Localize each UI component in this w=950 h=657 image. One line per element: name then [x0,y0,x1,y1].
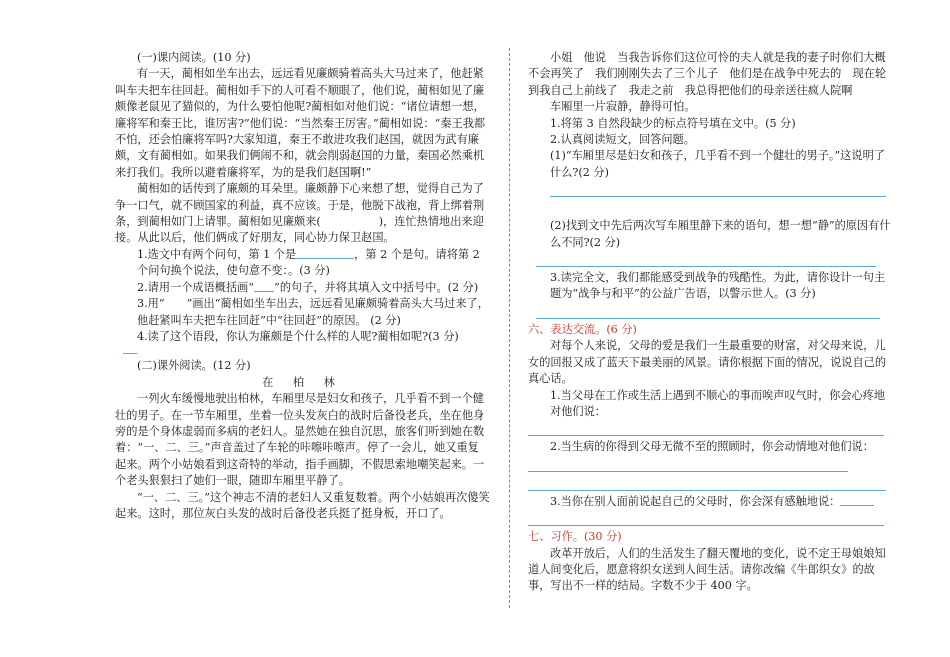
passage-paragraph-2: 蔺相如的话传到了廉颇的耳朵里。廉颇静下心来想了想，觉得自己为了争一口气，就不顾国家的利益，真不应该。于是，他脱下战袍，背上绑着荆条，到蔺相如门上请罪。蔺相如见廉颇来( )，连忙热情地出来迎接。从此以后，他们俩成了好朋友，同心协力保卫赵国。 [115,182,485,245]
answer-line[interactable] [528,420,884,436]
answer-line[interactable] [528,456,848,472]
story-paragraph-4: 车厢里一片寂静，静得可怕。 [550,100,696,114]
answer-line[interactable] [536,251,876,267]
section-2-title: (二)课外阅读。(12 分) [137,359,251,373]
question-r2-1: (1)“车厢里尽是妇女和孩子，几乎看不到一个健壮的男子。”这说明了什么?(2 分) [550,149,885,179]
story-paragraph-3: 小姐 他说 当我告诉你们这位可怜的夫人就是我的妻子时你们大概不会再笑了 我们刚刚失去了三个儿子 他们是在战争中死去的 现在轮到我自己上前线了 我走之前 我总得把他们的母亲送往疯人院啊 [528,51,887,97]
question-r2: 2.认真阅读短文，回答问题。 [550,133,695,147]
section-6-question-1: 1.当父母在工作或生活上遇到不顺心的事而唉声叹气时，你会心疼地对他们说： [550,388,886,418]
answer-line[interactable] [536,303,880,319]
answer-blank[interactable] [296,248,354,259]
section-7-title: 七、习作。(30 分) [528,530,622,544]
left-column [115,50,490,522]
story-title: 在 柏 林 [262,375,343,389]
column-divider [509,48,510,608]
question-r2-2: (2)找到文中先后两次写车厢里静下来的语句，想一想“静”的原因有什么不同?(2 分) [550,219,891,249]
answer-line[interactable] [123,345,137,354]
section-6-intro: 对每个人来说，父母的爱是我们一生最重要的财富，对父母来说，儿女的回报又成了蓝天下最美丽的风景。请你根据下面的情况，说说自己的真心话。 [528,339,887,386]
question-2: 2.请用一个成语概括画“ ”的句子，并将其填入文中括号中。(2 分) [137,280,479,294]
question-4: 4.读了这个语段，你认为廉颇是个什么样的人呢?蔺相如呢?(3 分) [137,329,459,343]
underline-sample [254,281,274,292]
question-r3: 3.读完全文，我们都能感受到战争的残酷性。为此，请你设计一句主题为“战争与和平”的公益广告语，以警示世人。(3 分) [550,271,886,301]
question-3: 3.用“ ”画出“蔺相如坐车出去，远远看见廉颇骑着高头大马过来了，他赶紧叫车夫把车往回赶”中“往回赶”的原因。 (2 分) [137,297,489,327]
question-r1: 1.将第 3 自然段缺少的标点符号填在文中。(5 分) [550,116,796,130]
section-1-title: (一)课内阅读。(10 分) [137,51,251,64]
question-1: 1.选文中有两个问句，第 1 个是 ，第 2 个是句。请将第 2 个问句换个说法，使句意不变：。(3 分) [137,247,480,278]
answer-line[interactable] [528,510,884,526]
section-7-prompt: 改革开放后，人们的生活发生了翻天覆地的变化，说不定王母娘娘知道人间变化后，愿意将织女送到人间生活。请你改编《牛郎织女》的故事，写出不一样的结局。字数不少于 400 字。 [528,546,886,593]
answer-blank[interactable] [840,495,874,506]
passage-paragraph-1: 有一天，蔺相如坐车出去，远远看见廉颇骑着高头大马过来了，他赶紧叫车夫把车往回赶。蔺相如手下的人可看不顺眼了，他们说，蔺相如见了廉颇像老鼠见了猫似的，为什么要怕他呢?蔺相如对他们说：“诸位请想一想，廉将军和秦王比，谁厉害?”他们说：“当然秦王厉害。”蔺相如说：“秦王我都不怕，还会怕廉将军吗?大家知道，秦王不敢进攻我们赵国，就因为武有廉颇，文有蔺相如。如果我们俩闹不和，就会削弱赵国的力量，秦国必然乘机来打我们。我所以避着廉将军，为的是我们赵国啊!” [115,67,486,179]
story-paragraph-2: “一、二、三。”这个神志不清的老妇人又重复数着。两个小姑娘再次傻笑起来。这时，那位灰白头发的战时后备役老兵挺了挺身板，开口了。 [115,490,490,520]
section-6-question-3: 3.当你在别人面前说起自己的父母时，你会深有感触地说： [528,494,896,510]
section-6-title: 六、表达交流。(6 分) [528,322,637,336]
right-column [528,50,896,595]
section-6-question-2: 2.当生病的你得到父母无微不至的照顾时，你会动情地对他们说： [550,440,874,454]
story-paragraph-1: 一列火车缓慢地驶出柏林，车厢里尽是妇女和孩子，几乎看不到一个健壮的男子。在一节车厢里，坐着一位头发灰白的战时后备役老兵，坐在他身旁的是个身体虚弱而多病的老妇人。显然她在独自沉思，旅客们听到她在数着：“一、二、三。”声音盖过了车轮的咔嚓咔嚓声。停了一会儿，她又重复起来。两个小姑娘看到这奇特的举动，指手画脚，不假思索地嘲笑起来。一个老头狠狠扫了她们一眼，随即车厢里平静了。 [115,392,485,488]
answer-line[interactable] [550,181,886,197]
answer-line[interactable] [528,475,886,491]
